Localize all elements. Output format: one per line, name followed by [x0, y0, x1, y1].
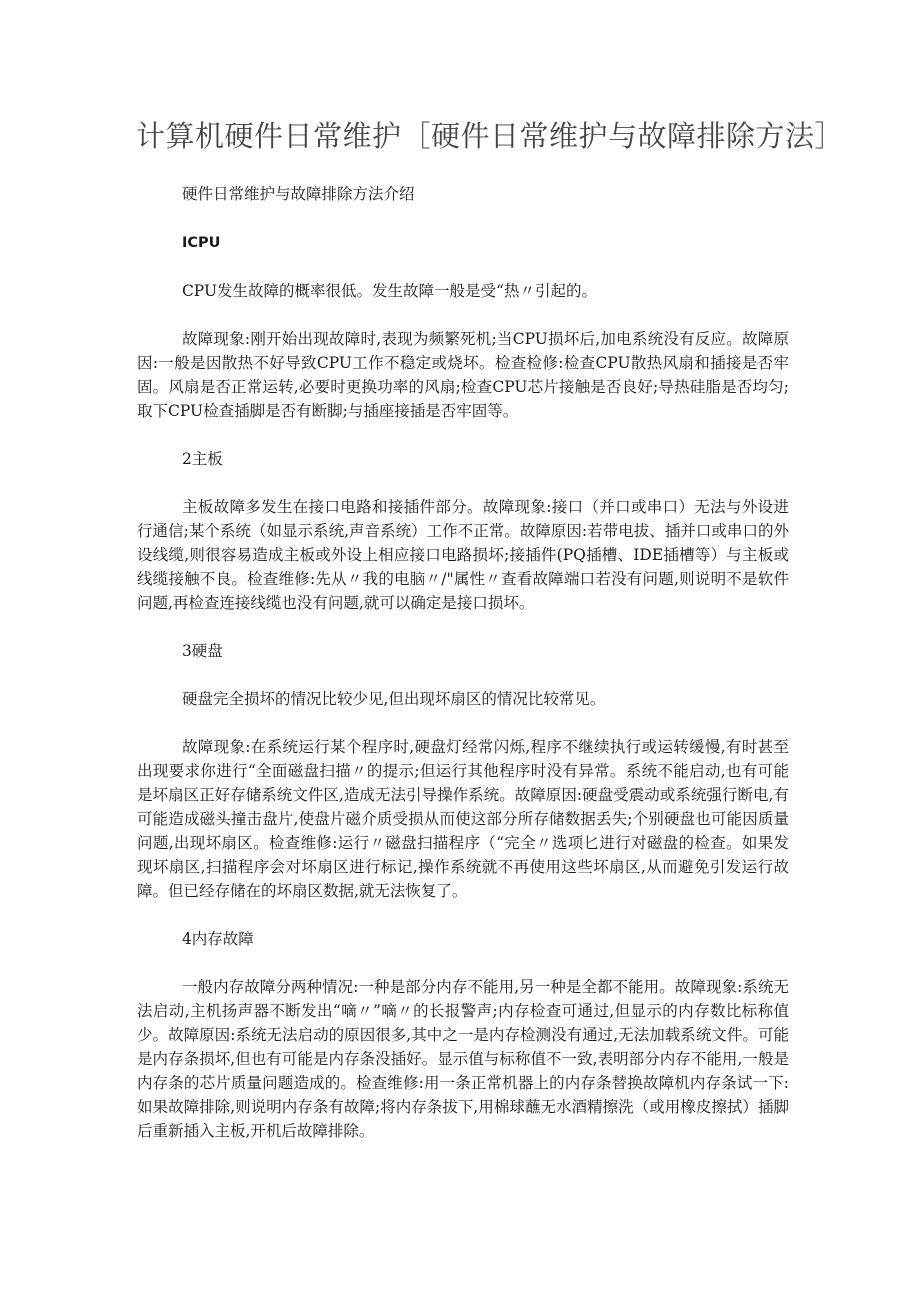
hard-disk-paragraph-1: 硬盘完全损坏的情况比较少见,但出现坏扇区的情况比较常见。	[181, 690, 606, 708]
section-heading-hard-disk: 3硬盘	[181, 642, 223, 660]
memory-paragraph-1: 一般内存故障分两种情况:一种是部分内存不能用,另一种是全都不能用。故障现象:系统无法启动,主机扬声器不断发出“嘀〃”嘀〃的长报警声;内存检查可通过,但显示的内存数比标称值少。故障原因:系统无法启动的原因很多,其中之一是内存检测没有通过,无法加载系统文件。可能是内存条损坏,但也有可能是内存条没插好。显示值与标称值不一致,表明部分内存不能用,一般是内存条的芯片质量问题造成的。检查维修:用一条正常机器上的内存条替换故障机内存条试一下:如果故障排除,则说明内存条有故障;将内存条拔下,用棉球蘸无水酒精擦洗（或用橡皮擦拭）插脚后重新插入主板,开机后故障排除。	[137, 978, 789, 1140]
document-title: 计算机硬件日常维护［硬件日常维护与故障排除方法］	[136, 119, 845, 153]
cpu-paragraph-2: 故障现象:刚开始出现故障时,表现为频繁死机;当CPU损坏后,加电系统没有反应。故障原因:一般是因散热不好导致CPU工作不稳定或烧坏。检查检修:检查CPU散热风扇和插接是否牢固。风扇是否正常运转,必要时更换功率的风扇;检查CPU芯片接触是否良好;导热硅脂是否均匀;取下CPU检查插脚是否有断脚;与插座接插是否牢固等。	[137, 330, 789, 420]
section-heading-memory: 4内存故障	[181, 930, 254, 948]
cpu-paragraph-1: CPU发生故障的概率很低。发生故障一般是受“热〃引起的。	[181, 282, 597, 300]
hard-disk-paragraph-2: 故障现象:在系统运行某个程序时,硬盘灯经常闪烁,程序不继续执行或运转缓慢,有时甚至出现要求你进行“全面磁盘扫描〃的提示;但运行其他程序时没有异常。系统不能启动,也有可能是坏扇区正好存储系统文件区,造成无法引导操作系统。故障原因:硬盘受震动或系统强行断电,有可能造成磁头撞击盘片,使盘片磁介质受损从而使这部分所存储数据丢失;个别硬盘也可能因质量问题,出现坏扇区。检查维修:运行〃磁盘扫描程序（“完全〃选项匕进行对磁盘的检查。如果发现坏扇区,扫描程序会对坏扇区进行标记,操作系统就不再使用这些坏扇区,从而避免引发运行故障。但已经存储在的坏扇区数据,就无法恢复了。	[137, 738, 789, 900]
intro-paragraph: 硬件日常维护与故障排除方法介绍	[181, 185, 415, 203]
section-heading-motherboard: 2主板	[181, 450, 223, 468]
section-heading-cpu: ICPU	[181, 235, 221, 251]
motherboard-paragraph-1: 主板故障多发生在接口电路和接插件部分。故障现象:接口（并口或串口）无法与外设进行通信;某个系统（如显示系统,声音系统）工作不正常。故障原因:若带电拔、插并口或串口的外设线缆,则很容易造成主板或外设上相应接口电路损坏;接插件(PQ插槽、IDE插槽等）与主板或线缆接触不良。检查维修:先从〃我的电脑〃/"属性〃查看故障端口若没有问题,则说明不是软件问题,再检查连接线缆也没有问题,就可以确定是接口损坏。	[137, 498, 789, 612]
document-body	[137, 182, 789, 1143]
